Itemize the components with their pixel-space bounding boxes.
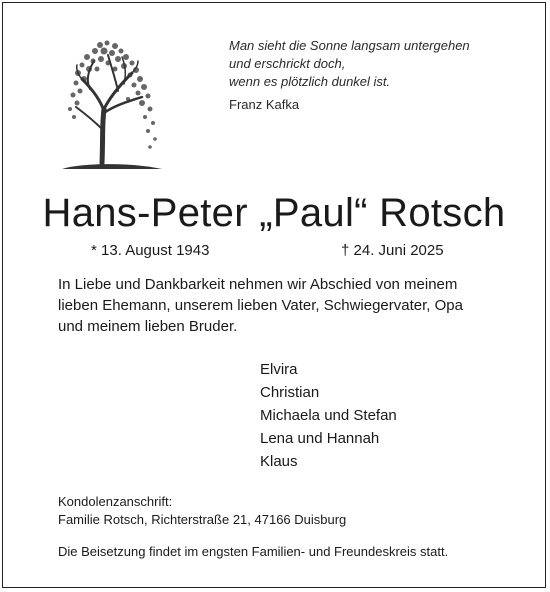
- funeral-note: Die Beisetzung findet im engsten Familien- und Freundeskreis statt.: [58, 544, 449, 559]
- condolence-street: Familie Rotsch, Richterstraße 21, 47166 Duisburg: [58, 512, 347, 527]
- condolence-label: Kondolenzanschrift:: [58, 494, 173, 509]
- tree-icon: [60, 39, 164, 173]
- quote-line: wenn es plötzlich dunkel ist.: [229, 74, 391, 89]
- deceased-name: Hans-Peter „Paul“ Rotsch: [42, 191, 506, 235]
- family-member: Elvira: [260, 361, 298, 378]
- quote-author: Franz Kafka: [229, 97, 300, 112]
- family-member: Klaus: [260, 453, 298, 470]
- farewell-line: In Liebe und Dankbarkeit nehmen wir Abschied von meinem: [58, 276, 458, 293]
- farewell-line: und meinem lieben Bruder.: [58, 318, 238, 335]
- death-date: † 24. Juni 2025: [341, 242, 444, 259]
- farewell-text: [58, 274, 528, 337]
- quote-line: und erschrickt doch,: [229, 56, 346, 71]
- family-member: Lena und Hannah: [260, 430, 380, 447]
- birth-date: * 13. August 1943: [91, 242, 210, 259]
- obituary-card: [2, 2, 546, 588]
- family-member: Christian: [260, 384, 320, 401]
- condolence-address: [58, 493, 346, 529]
- family-list: [260, 358, 397, 473]
- family-member: Michaela und Stefan: [260, 407, 397, 424]
- farewell-line: lieben Ehemann, unserem lieben Vater, Schwiegervater, Opa: [58, 297, 463, 314]
- quote: [229, 37, 470, 91]
- quote-line: Man sieht die Sonne langsam untergehen: [229, 38, 470, 53]
